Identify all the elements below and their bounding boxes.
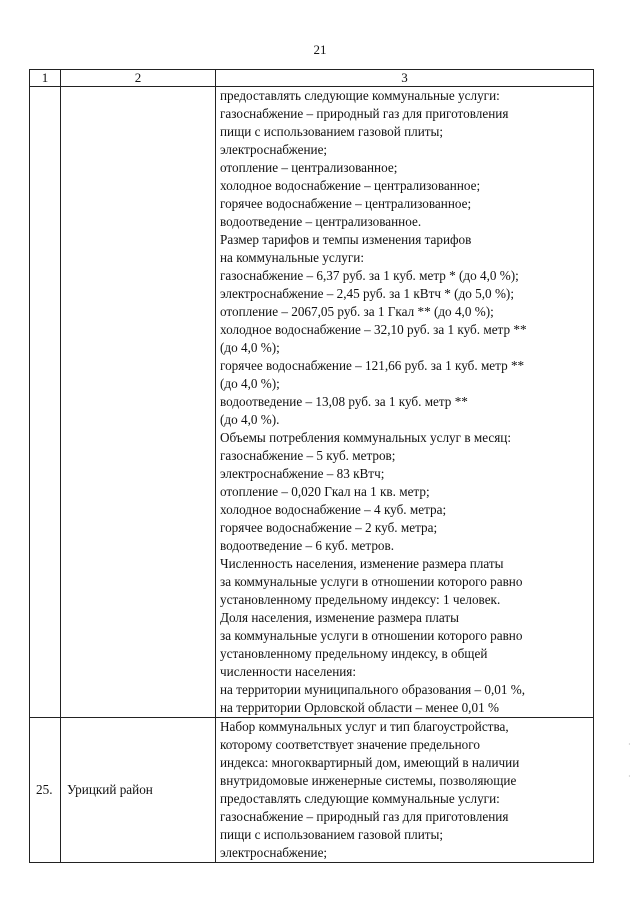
- text-line: за коммунальные услуги в отношении которого равно: [220, 574, 523, 589]
- text-line: индекса: многоквартирный дом, имеющий в наличии: [220, 755, 520, 770]
- description-lines: [220, 87, 589, 717]
- description-cell: [216, 87, 594, 718]
- district-name: Урицкий район: [61, 718, 216, 863]
- text-line: пищи с использованием газовой плиты;: [220, 827, 444, 842]
- text-line: внутридомовые инженерные системы, позволяющие: [220, 773, 517, 788]
- margin-mark: ·: [628, 772, 631, 781]
- text-line: электроснабжение;: [220, 845, 328, 860]
- table-header-row: [30, 70, 594, 87]
- text-line: водоотведение – централизованное.: [220, 214, 422, 229]
- text-line: за коммунальные услуги в отношении которого равно: [220, 628, 523, 643]
- text-line: отопление – 0,020 Гкал на 1 кв. метр;: [220, 484, 430, 499]
- text-line: газоснабжение – природный газ для приготовления: [220, 809, 509, 824]
- text-line: газоснабжение – 6,37 руб. за 1 куб. метр * (до 4,0 %);: [220, 268, 519, 283]
- text-line: горячее водоснабжение – централизованное;: [220, 196, 472, 211]
- text-line: установленному предельному индексу, в общей: [220, 646, 488, 661]
- text-line: холодное водоснабжение – 32,10 руб. за 1 куб. метр **: [220, 322, 527, 337]
- margin-mark: ·: [628, 740, 631, 749]
- district-name: [61, 87, 216, 718]
- table-row-25: [30, 718, 594, 863]
- text-line: горячее водоснабжение – 121,66 руб. за 1 куб. метр **: [220, 358, 525, 373]
- text-line: водоотведение – 6 куб. метров.: [220, 538, 395, 553]
- text-line: (до 4,0 %);: [220, 340, 280, 355]
- text-line: Набор коммунальных услуг и тип благоустройства,: [220, 719, 509, 734]
- page-number: 21: [313, 42, 327, 57]
- row-number: 25.: [30, 718, 61, 863]
- text-line: (до 4,0 %).: [220, 412, 280, 427]
- description-lines: [220, 718, 589, 862]
- text-line: установленному предельному индексу: 1 человек.: [220, 592, 501, 607]
- text-line: на территории Орловской области – менее 0,01 %: [220, 700, 499, 715]
- text-line: горячее водоснабжение – 2 куб. метра;: [220, 520, 438, 535]
- header-col-1: 1: [30, 70, 61, 87]
- text-line: предоставлять следующие коммунальные услуги:: [220, 791, 500, 806]
- indices-table: [29, 69, 594, 863]
- text-line: отопление – 2067,05 руб. за 1 Гкал ** (до 4,0 %);: [220, 304, 494, 319]
- text-line: Размер тарифов и темпы изменения тарифов: [220, 232, 472, 247]
- description-cell: [216, 718, 594, 863]
- header-col-3: 3: [216, 70, 594, 87]
- text-line: которому соответствует значение предельного: [220, 737, 480, 752]
- text-line: электроснабжение – 83 кВтч;: [220, 466, 385, 481]
- text-line: Численность населения, изменение размера платы: [220, 556, 504, 571]
- text-line: предоставлять следующие коммунальные услуги:: [220, 88, 500, 103]
- text-line: холодное водоснабжение – централизованное;: [220, 178, 481, 193]
- text-line: холодное водоснабжение – 4 куб. метра;: [220, 502, 447, 517]
- text-line: на коммунальные услуги:: [220, 250, 365, 265]
- text-line: численности населения:: [220, 664, 357, 679]
- text-line: отопление – централизованное;: [220, 160, 398, 175]
- text-line: электроснабжение – 2,45 руб. за 1 кВтч * (до 5,0 %);: [220, 286, 514, 301]
- text-line: газоснабжение – 5 куб. метров;: [220, 448, 396, 463]
- text-line: пищи с использованием газовой плиты;: [220, 124, 444, 139]
- text-line: электроснабжение;: [220, 142, 328, 157]
- header-col-2: 2: [61, 70, 216, 87]
- text-line: (до 4,0 %);: [220, 376, 280, 391]
- table-row-continued: [30, 87, 594, 718]
- text-line: водоотведение – 13,08 руб. за 1 куб. метр **: [220, 394, 468, 409]
- text-line: на территории муниципального образования – 0,01 %,: [220, 682, 526, 697]
- text-line: Доля населения, изменение размера платы: [220, 610, 459, 625]
- text-line: газоснабжение – природный газ для приготовления: [220, 106, 509, 121]
- row-number: [30, 87, 61, 718]
- text-line: Объемы потребления коммунальных услуг в месяц:: [220, 430, 512, 445]
